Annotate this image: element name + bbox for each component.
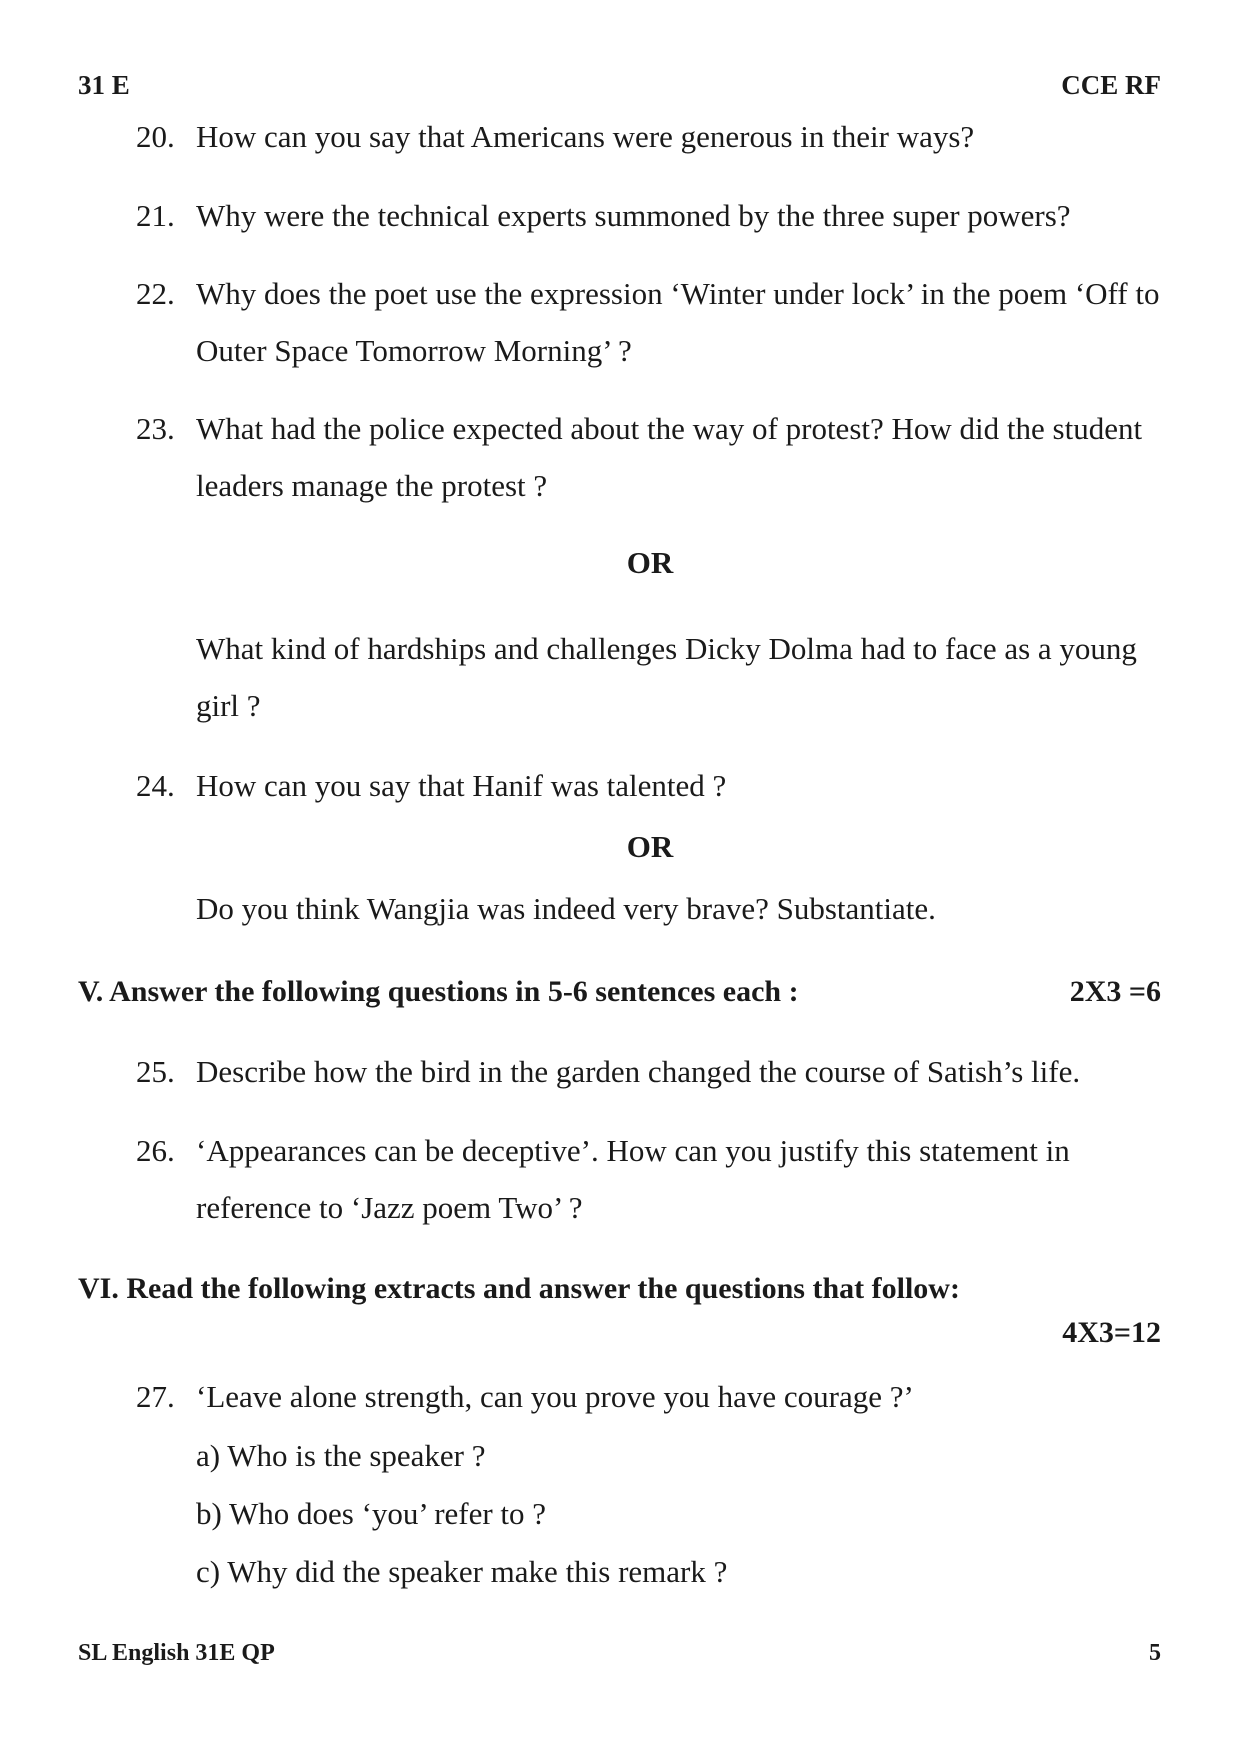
sub-question-a: a) Who is the speaker ?: [196, 1438, 486, 1473]
question-number: 25.: [136, 1054, 175, 1089]
sub-question-b: b) Who does ‘you’ refer to ?: [196, 1496, 547, 1531]
question-21: [136, 187, 1161, 244]
section-5-title: V. Answer the following questions in 5-6 sentences each :: [78, 975, 799, 1008]
question-22: [136, 265, 1161, 379]
question-text: What had the police expected about the way of protest? How did the student leaders manage the protest ?: [196, 411, 1143, 503]
section-6-title: VI. Read the following extracts and answer the questions that follow:: [78, 1272, 960, 1305]
question-20: [136, 108, 1161, 165]
question-number: 27.: [136, 1379, 175, 1414]
question-23-alternative: What kind of hardships and challenges Dicky Dolma had to face as a young girl ?: [196, 631, 1137, 723]
question-number: 22.: [136, 276, 175, 311]
question-text: How can you say that Americans were generous in their ways?: [196, 119, 975, 154]
question-number: 23.: [136, 411, 175, 446]
question-25: [136, 1043, 1161, 1100]
sub-question-c: c) Why did the speaker make this remark ?: [196, 1554, 728, 1589]
or-label: OR: [626, 545, 674, 580]
question-24-alternative: Do you think Wangjia was indeed very brave? Substantiate.: [196, 891, 936, 926]
question-text: Why does the poet use the expression ‘Winter under lock’ in the poem ‘Off to Outer Space Tomorrow Morning’ ?: [196, 276, 1160, 368]
footer-left: SL English 31E QP: [78, 1640, 275, 1666]
header-left: 31 E: [78, 70, 130, 100]
question-number: 21.: [136, 198, 175, 233]
question-number: 26.: [136, 1133, 175, 1168]
question-number: 20.: [136, 119, 175, 154]
question-text: Describe how the bird in the garden changed the course of Satish’s life.: [196, 1054, 1081, 1089]
question-24: [136, 757, 1161, 814]
section-5-marks: 2X3 =6: [1069, 975, 1161, 1008]
page-number: 5: [1149, 1640, 1161, 1666]
question-26: [136, 1122, 1161, 1236]
section-6-marks: 4X3=12: [1062, 1316, 1161, 1349]
question-23: [136, 400, 1161, 514]
question-number: 24.: [136, 768, 175, 803]
or-label: OR: [626, 829, 674, 864]
question-27: [136, 1368, 1161, 1425]
question-text: ‘Appearances can be deceptive’. How can you justify this statement in reference to ‘Jazz poem Two’ ?: [196, 1133, 1070, 1225]
question-text: Why were the technical experts summoned by the three super powers?: [196, 198, 1071, 233]
header-right: CCE RF: [1061, 70, 1161, 100]
question-text: How can you say that Hanif was talented ?: [196, 768, 727, 803]
question-text: ‘Leave alone strength, can you prove you have courage ?’: [196, 1379, 914, 1414]
